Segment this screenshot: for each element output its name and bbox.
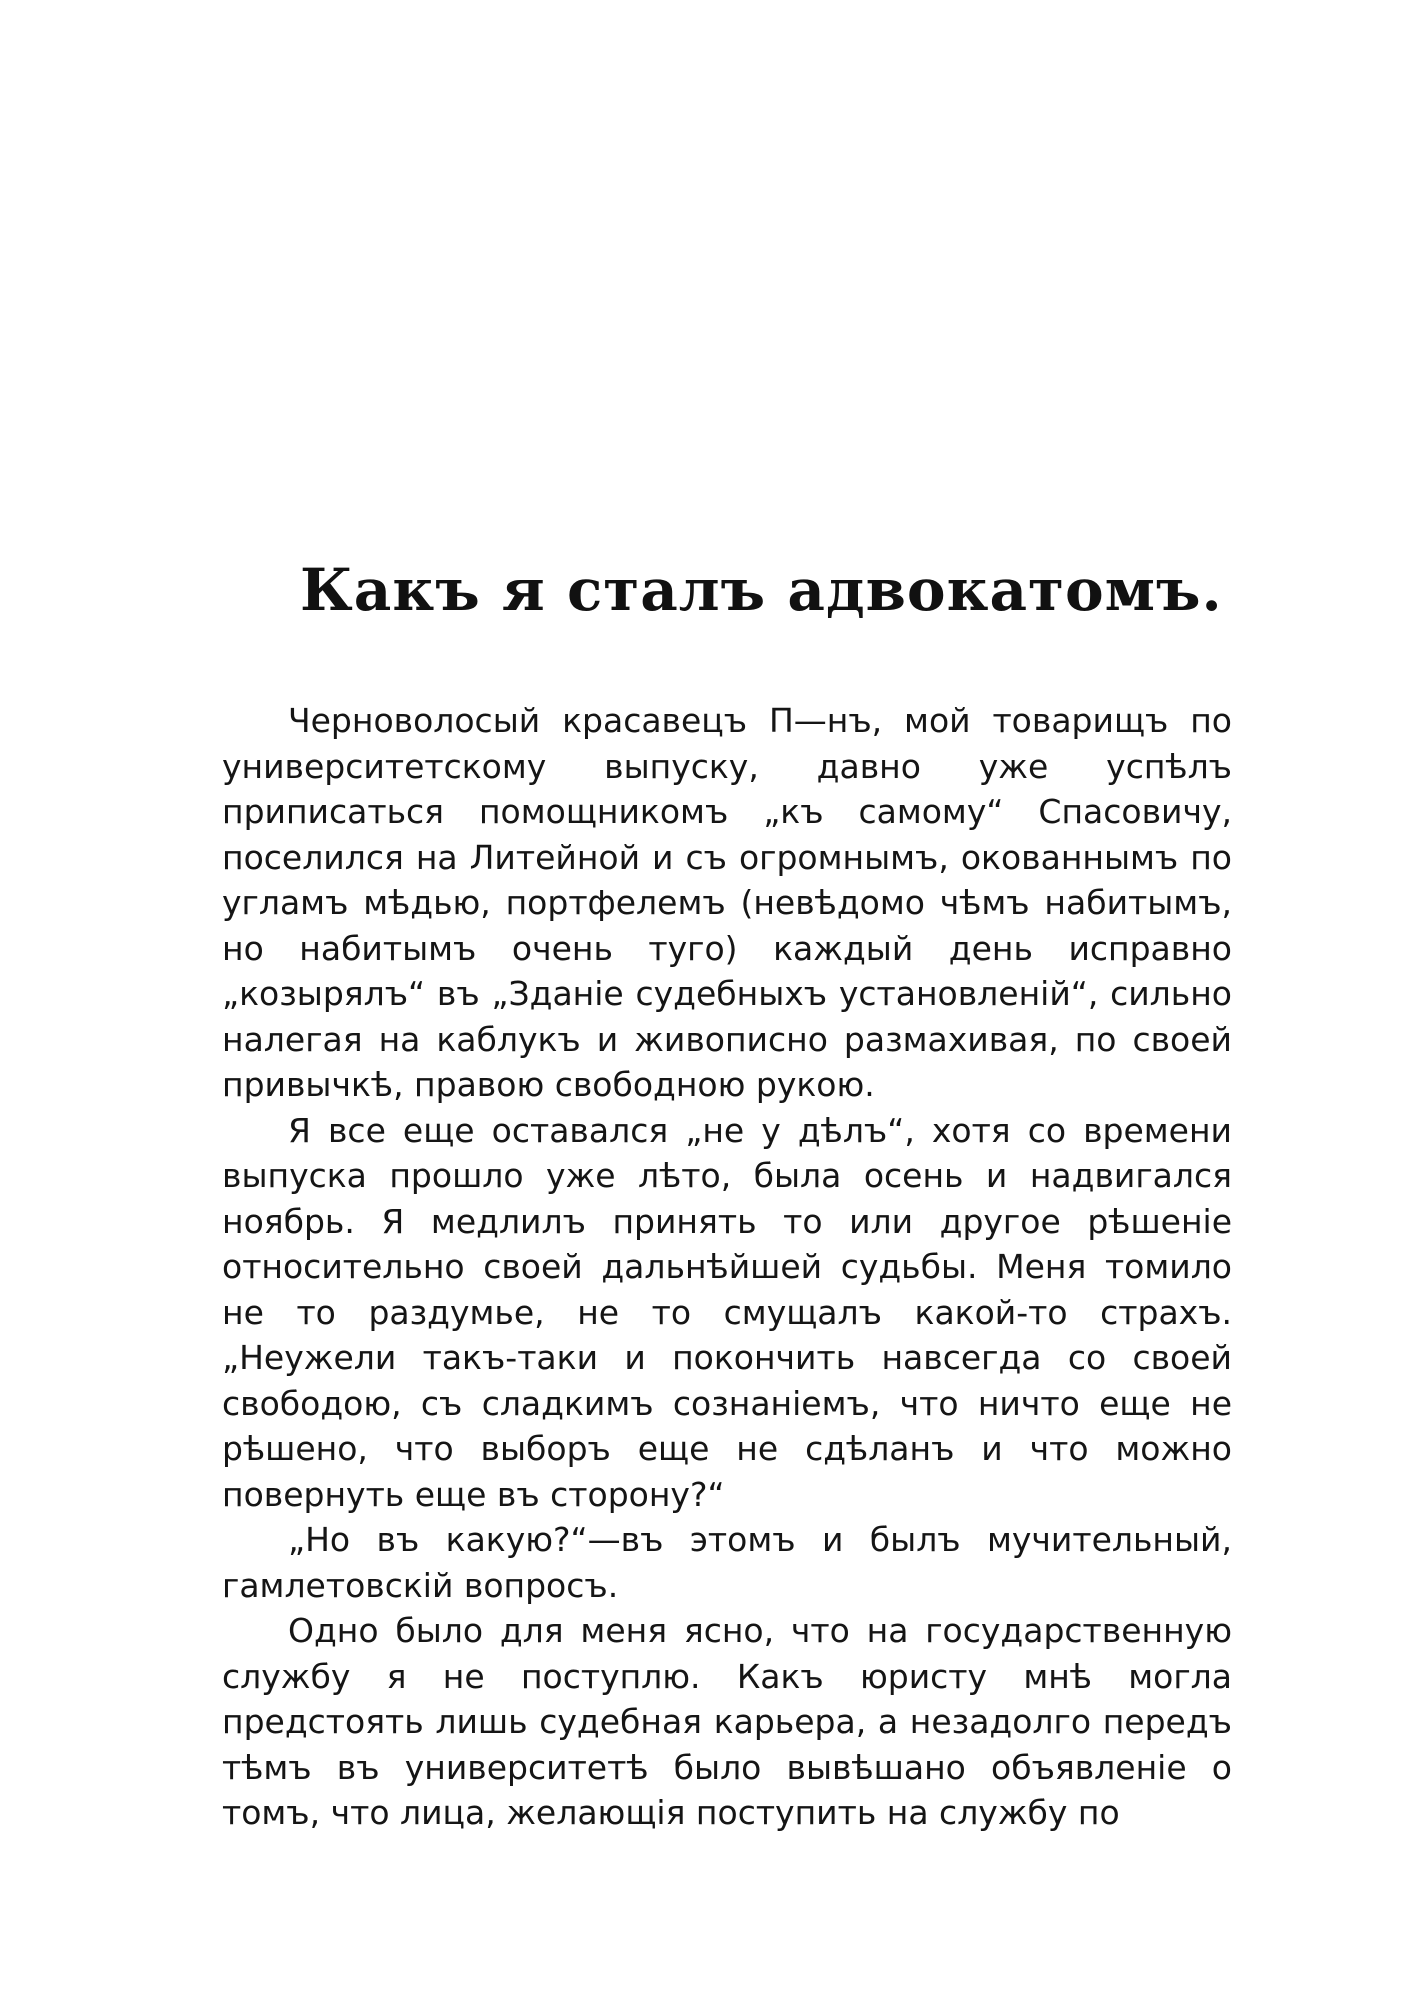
paragraph-1: Черноволосый красавецъ П—нъ, мой товарищъ по университетскому выпуску, давно уже успѣлъ приписаться помощникомъ „къ самому“ Спасовичу, поселился на Литейной и съ огромнымъ, окованнымъ по угламъ мѣдью, портфелемъ (невѣдомо чѣмъ набитымъ, но набитымъ очень туго) каждый день исправно „козырялъ“ въ „Зданіе судебныхъ установленій“, сильно налегая на каблукъ и живописно размахивая, по своей привычкѣ, правою свободною рукою. — [222, 701, 1232, 1104]
paragraph-4: Одно было для меня ясно, что на государственную службу я не поступлю. Какъ юристу мнѣ могла предстоять лишь судебная карьера, а незадолго передъ тѣмъ въ университетѣ было вывѣшано объявленіе о томъ, что лица, желающія поступить на службу по — [222, 1611, 1232, 1832]
chapter-title: Какъ я сталъ адвокатомъ. — [300, 556, 1223, 624]
paragraph-2: Я все еще оставался „не у дѣлъ“, хотя со времени выпуска прошло уже лѣто, была осень и надвигался ноябрь. Я медлилъ принять то или другое рѣшеніе относительно своей дальнѣйшей судьбы. Меня томило не то раздумье, не то смущалъ какой-то страхъ. „Неужели такъ-таки и покончить навсегда со своей свободою, съ сладкимъ сознаніемъ, что ничто еще не рѣшено, что выборъ еще не сдѣланъ и что можно повернуть еще въ сторону?“ — [222, 1110, 1232, 1514]
chapter-body — [222, 698, 1232, 1836]
paragraph-3: „Но въ какую?“—въ этомъ и былъ мучительный, гамлетовскій вопросъ. — [222, 1520, 1232, 1605]
